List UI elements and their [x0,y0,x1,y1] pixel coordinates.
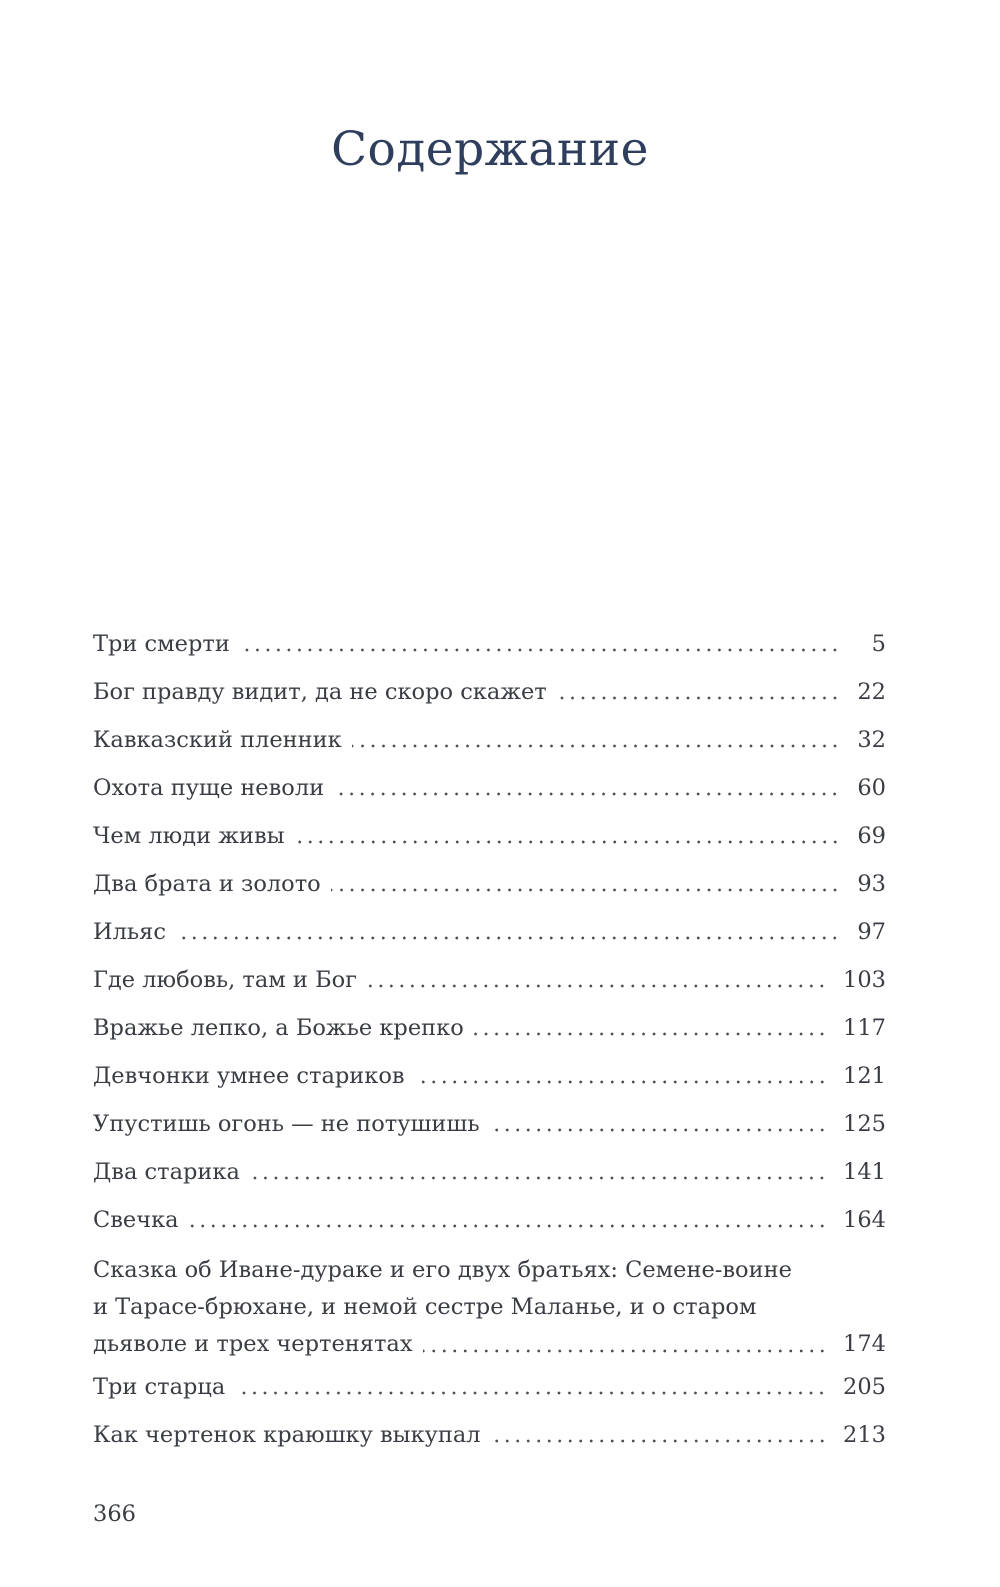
toc-entry-title: Свечка [93,1207,179,1233]
toc-entry-page: 5 [871,631,886,657]
toc-entry-page: 213 [843,1422,886,1448]
dot-leader [240,640,840,660]
toc-entry [93,812,886,860]
toc-entry [93,1196,886,1244]
dot-leader [331,880,840,900]
toc-entry [93,860,886,908]
toc-entry-title-line: дьяволе и трех чертенятах [93,1331,413,1357]
toc-entry-page: 69 [857,823,886,849]
toc-entry-page: 60 [857,775,886,801]
toc-entry-title: Как чертенок краюшку выкупал [93,1422,481,1448]
toc-entry-page: 174 [843,1331,886,1357]
toc-entry [93,1052,886,1100]
toc-entry-page: 121 [843,1063,886,1089]
toc-entry [93,1363,886,1411]
dot-leader [491,1431,827,1451]
toc-entry [93,668,886,716]
dot-leader [352,736,840,756]
toc-entry-title: Девчонки умнее стариков [93,1063,405,1089]
toc-entry-page: 117 [843,1015,886,1041]
toc-entry-page: 164 [843,1207,886,1233]
toc-entry-title: Три смерти [93,631,230,657]
toc-entry-page: 103 [843,967,886,993]
toc-entry [93,1100,886,1148]
toc-entry-title: Вражье лепко, а Божье крепко [93,1015,464,1041]
toc-entry [93,1148,886,1196]
toc-entry-page: 141 [843,1159,886,1185]
page-title: Содержание [331,122,649,177]
dot-leader [295,832,840,852]
toc-entry-title: Бог правду видит, да не скоро скажет [93,679,547,705]
toc-entry [93,620,886,668]
dot-leader [415,1072,827,1092]
toc-entry-title-line: Сказка об Иване-дураке и его двух братьях: Семене-воине [93,1257,792,1283]
toc-entry [93,1004,886,1052]
toc-entry [93,908,886,956]
toc-entry-page: 93 [857,871,886,897]
dot-leader [367,976,827,996]
toc-entry-page: 97 [857,919,886,945]
toc-entry-page: 32 [857,727,886,753]
toc-entry-page: 125 [843,1111,886,1137]
dot-leader [334,784,840,804]
toc-entry-page: 205 [843,1374,886,1400]
dot-leader [176,928,840,948]
toc-entry-title: Охота пуще неволи [93,775,325,801]
toc-entry [93,956,886,1004]
toc-entry-title: Три старца [93,1374,226,1400]
toc-entry-title: Два старика [93,1159,240,1185]
dot-leader [557,688,840,708]
table-of-contents [93,620,886,1459]
dot-leader [423,1341,828,1361]
toc-entry-title: Кавказский пленник [93,727,342,753]
dot-leader [235,1383,827,1403]
toc-entry-title: Чем люди живы [93,823,285,849]
toc-entry-title: Упустишь огонь — не потушишь [93,1111,480,1137]
toc-entry-title: Ильяс [93,919,166,945]
toc-entry-title: Где любовь, там и Бог [93,967,357,993]
page-number: 366 [93,1501,136,1527]
toc-entry [93,716,886,764]
dot-leader [490,1120,827,1140]
toc-entry [93,1244,886,1363]
dot-leader [474,1024,827,1044]
toc-entry-title: Два брата и золото [93,871,321,897]
toc-entry [93,1411,886,1459]
dot-leader [189,1216,827,1236]
toc-entry [93,764,886,812]
dot-leader [250,1168,827,1188]
toc-entry-title-line: и Тарасе-брюхане, и немой сестре Маланье, и о старом [93,1294,757,1320]
toc-entry-page: 22 [857,679,886,705]
